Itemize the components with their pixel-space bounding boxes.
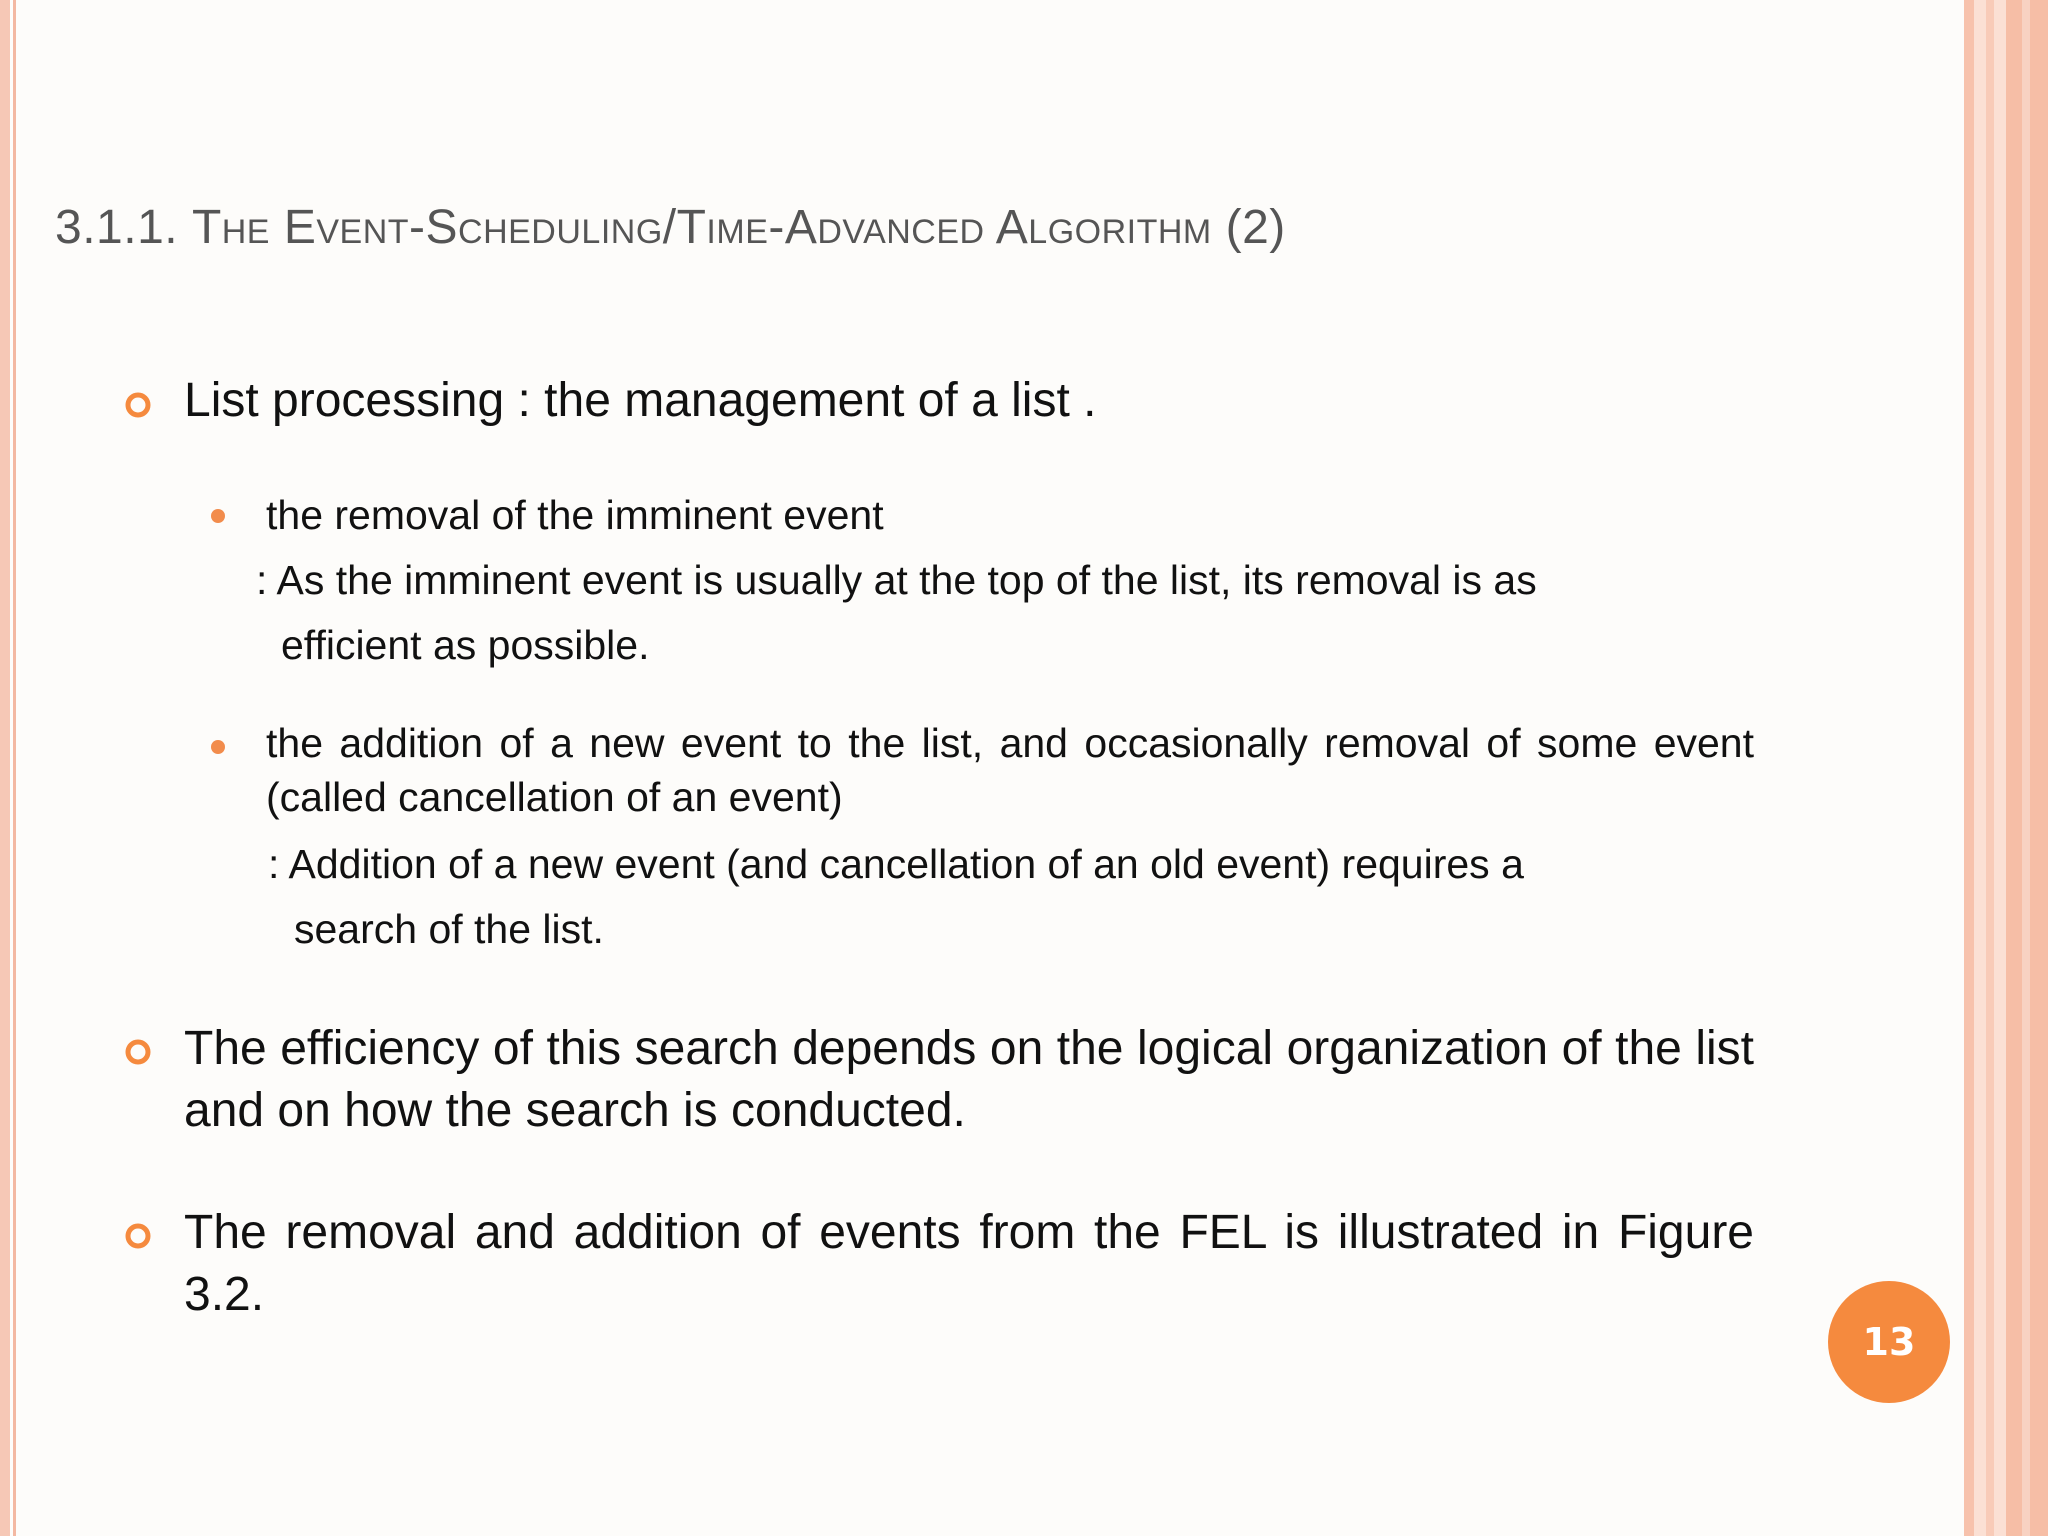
bullet-fel-illustration: The removal and addition of events from the FEL is illustrated in Figure 3.2.	[184, 1206, 1754, 1321]
subitem-addition: the addition of a new event to the list, and occasionally removal of some event (called cancellation of an event)	[266, 720, 1754, 820]
subitem-removal-note-line2: efficient as possible.	[281, 622, 650, 668]
ring-bullet-icon	[125, 1027, 171, 1073]
left-decorative-border	[0, 0, 10, 1536]
subitem-addition-note-line1: : Addition of a new event (and cancellation of an old event) requires a	[268, 841, 1524, 887]
ring-bullet-icon	[125, 380, 171, 426]
right-decorative-border	[1964, 0, 2048, 1536]
dot-bullet-icon	[211, 509, 225, 523]
slide-title: 3.1.1. The Event-Scheduling/Time-Advanced Algorithm (2)	[55, 201, 1286, 254]
ring-bullet-icon	[125, 1211, 171, 1257]
subitem-removal-note-line1: : As the imminent event is usually at the top of the list, its removal is as	[256, 557, 1537, 603]
subitem-addition-note-line2: search of the list.	[294, 906, 604, 952]
bullet-search-efficiency: The efficiency of this search depends on the logical organization of the list and on how the search is conducted.	[184, 1022, 1754, 1137]
page-number-badge: 13	[1828, 1281, 1950, 1403]
subitem-removal: the removal of the imminent event	[266, 492, 884, 538]
bullet-list-processing: List processing : the management of a list .	[184, 374, 1097, 427]
dot-bullet-icon	[211, 740, 225, 754]
